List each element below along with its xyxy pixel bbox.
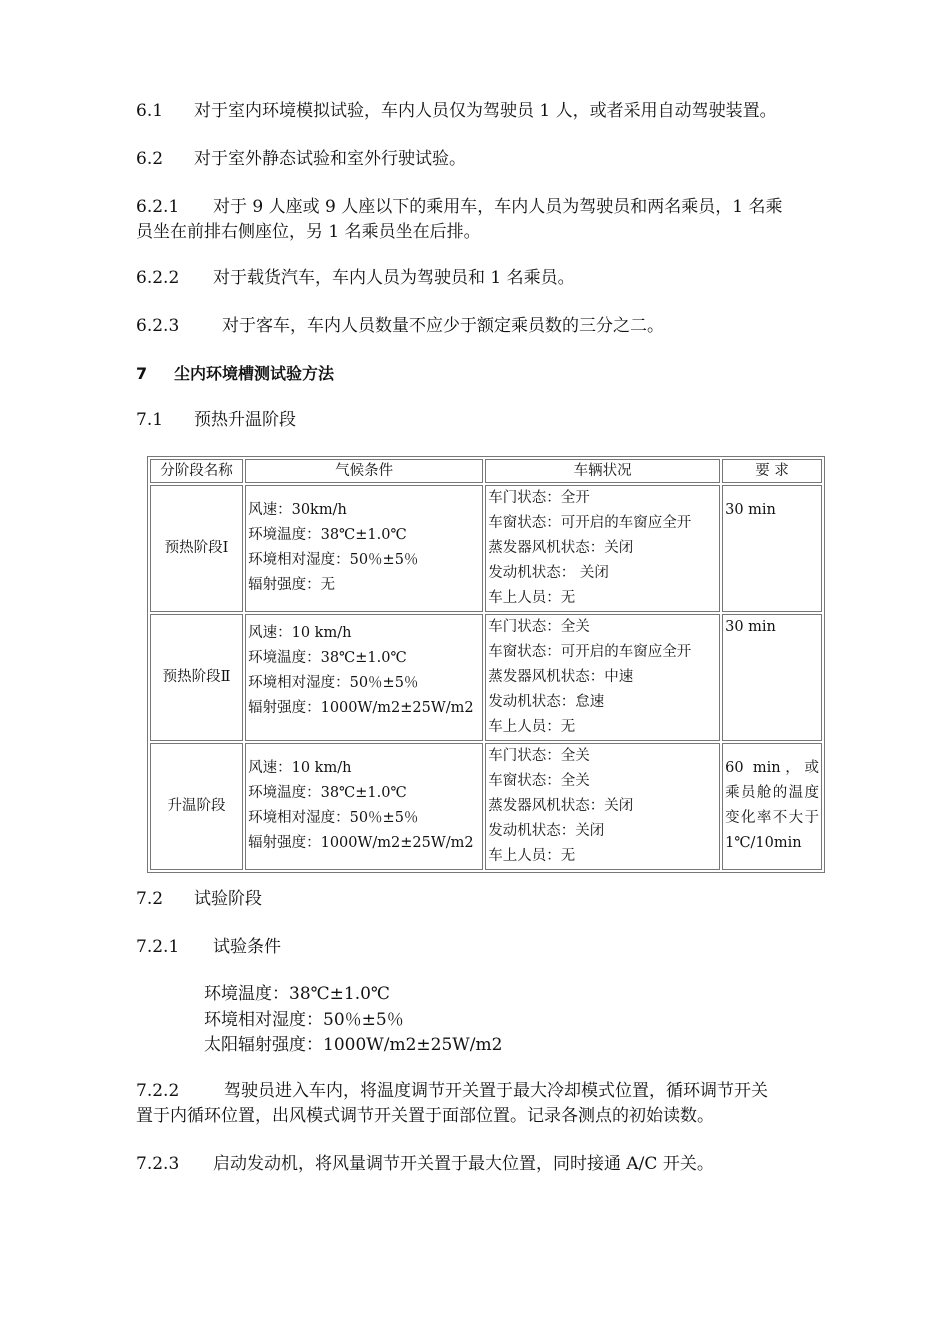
vehicle-line: 发动机状态：关闭 — [488, 823, 605, 839]
clause-number: 6.1 — [136, 101, 164, 121]
clause-6-2-2 — [136, 266, 575, 291]
vehicle-line: 车门状态：全关 — [488, 619, 590, 635]
vehicle-line: 车窗状态：可开启的车窗应全开 — [488, 644, 692, 660]
clause-7-2-2 — [136, 1079, 768, 1104]
vehicle-line: 车上人员：无 — [488, 719, 576, 735]
condition-humidity: 环境相对湿度：50％±5％ — [204, 1010, 404, 1030]
clause-7-2-3 — [136, 1152, 714, 1177]
vehicle-cell — [485, 485, 720, 612]
section-number: 7 — [136, 364, 148, 383]
table-header: 分阶段名称 — [150, 459, 243, 483]
clause-text: 对于客车，车内人员数量不应少于额定乘员数的三分之二。 — [222, 316, 664, 336]
clause-text: 对于室内环境模拟试验，车内人员仅为驾驶员 1 人，或者采用自动驾驶装置。 — [194, 101, 777, 121]
climate-line: 环境温度：38℃±1.0℃ — [248, 785, 407, 801]
clause-7-2-1 — [136, 935, 281, 960]
table-header: 要 求 — [722, 459, 822, 483]
clause-text: 启动发动机，将风量调节开关置于最大位置，同时接通 A/C 开关。 — [213, 1154, 714, 1174]
vehicle-cell — [485, 614, 720, 741]
table-row — [150, 614, 822, 741]
stage-name: 预热阶段Ⅰ — [150, 485, 243, 612]
clause-number: 6.2.1 — [136, 197, 180, 217]
clause-7-2 — [136, 887, 262, 912]
climate-line: 环境温度：38℃±1.0℃ — [248, 527, 407, 543]
clause-number: 6.2 — [136, 149, 164, 169]
vehicle-line: 蒸发器风机状态：关闭 — [488, 540, 634, 556]
requirement-cell: 30 min — [722, 614, 822, 741]
clause-number: 7.2.2 — [136, 1081, 180, 1101]
clause-number: 7.2 — [136, 889, 164, 909]
clause-number: 7.2.1 — [136, 937, 180, 957]
climate-line: 辐射强度：1000W/m2±25W/m2 — [248, 700, 474, 716]
table-header: 气候条件 — [245, 459, 483, 483]
vehicle-line: 蒸发器风机状态：中速 — [488, 669, 634, 685]
climate-line: 环境相对湿度：50％±5％ — [248, 552, 419, 568]
preheat-stage-table — [147, 456, 825, 873]
clause-text: 对于载货汽车，车内人员为驾驶员和 1 名乘员。 — [213, 268, 575, 288]
stage-name: 升温阶段 — [150, 743, 243, 870]
condition-temperature: 环境温度：38℃±1.0℃ — [204, 984, 390, 1004]
climate-line: 环境温度：38℃±1.0℃ — [248, 650, 407, 666]
vehicle-line: 发动机状态：怠速 — [488, 694, 605, 710]
vehicle-line: 车上人员：无 — [488, 590, 576, 606]
climate-line: 风速：10 km/h — [248, 760, 352, 776]
table-header: 车辆状况 — [485, 459, 720, 483]
clause-number: 6.2.2 — [136, 268, 180, 288]
clause-text: 试验条件 — [213, 937, 281, 957]
climate-cell — [245, 485, 483, 612]
clause-number: 7.1 — [136, 410, 164, 430]
clause-7-1 — [136, 408, 296, 433]
clause-text: 对于室外静态试验和室外行驶试验。 — [194, 149, 466, 169]
section-7-heading — [136, 361, 334, 386]
climate-line: 风速：30km/h — [248, 502, 347, 518]
clause-text: 预热升温阶段 — [194, 410, 296, 430]
climate-line: 环境相对湿度：50％±5％ — [248, 675, 419, 691]
vehicle-line: 车门状态：全关 — [488, 748, 590, 764]
clause-6-1 — [136, 99, 777, 124]
requirement-cell: 30 min — [722, 485, 822, 612]
vehicle-line: 车上人员：无 — [488, 848, 576, 864]
climate-line: 辐射强度：1000W/m2±25W/m2 — [248, 835, 474, 851]
stage-name: 预热阶段Ⅱ — [150, 614, 243, 741]
clause-number: 6.2.3 — [136, 316, 180, 336]
clause-6-2-3 — [136, 314, 664, 339]
table-header-row — [150, 459, 822, 483]
climate-line: 环境相对湿度：50％±5％ — [248, 810, 419, 826]
climate-line: 辐射强度：无 — [248, 577, 336, 593]
clause-6-2 — [136, 147, 466, 172]
vehicle-line: 蒸发器风机状态：关闭 — [488, 798, 634, 814]
table-row — [150, 485, 822, 612]
vehicle-line: 车窗状态：可开启的车窗应全开 — [488, 515, 692, 531]
clause-text: 试验阶段 — [194, 889, 262, 909]
table-row — [150, 743, 822, 870]
condition-radiation: 太阳辐射强度：1000W/m2±25W/m2 — [204, 1035, 503, 1055]
vehicle-line: 车门状态：全开 — [488, 490, 590, 506]
climate-cell — [245, 614, 483, 741]
vehicle-line: 发动机状态： 关闭 — [488, 565, 609, 581]
climate-line: 风速：10 km/h — [248, 625, 352, 641]
clause-text-line1: 驾驶员进入车内，将温度调节开关置于最大冷却模式位置，循环调节开关 — [224, 1081, 768, 1101]
requirement-cell: 60 min，或乘员舱的温度变化率不大于 1℃/10min — [722, 743, 822, 870]
clause-6-2-1-cont: 员坐在前排右侧座位，另 1 名乘员坐在后排。 — [136, 222, 481, 242]
vehicle-cell — [485, 743, 720, 870]
section-title: 尘内环境槽测试验方法 — [174, 364, 335, 383]
clause-text-line1: 对于 9 人座或 9 人座以下的乘用车，车内人员为驾驶员和两名乘员，1 名乘 — [213, 197, 783, 217]
vehicle-line: 车窗状态：全关 — [488, 773, 590, 789]
clause-7-2-2-cont: 置于内循环位置，出风模式调节开关置于面部位置。记录各测点的初始读数。 — [136, 1106, 714, 1126]
clause-number: 7.2.3 — [136, 1154, 180, 1174]
climate-cell — [245, 743, 483, 870]
clause-6-2-1 — [136, 195, 782, 220]
